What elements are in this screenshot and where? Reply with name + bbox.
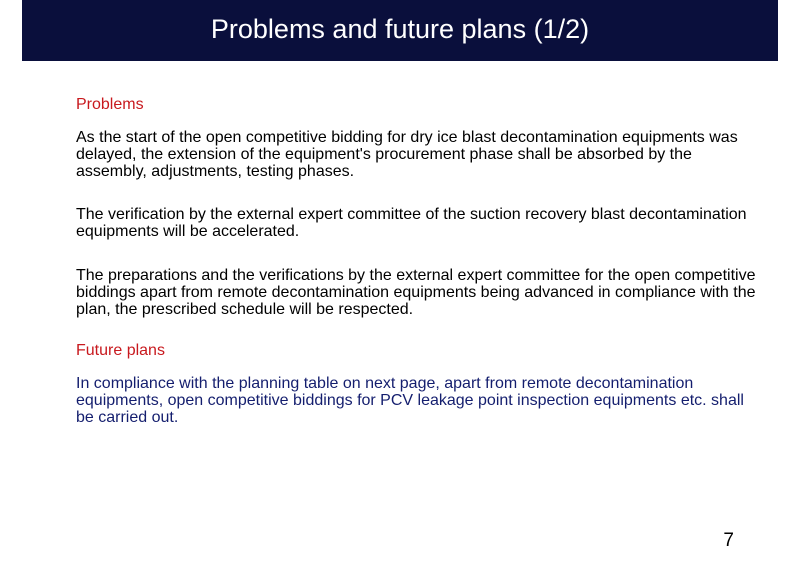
problems-paragraph-2: The verification by the external expert committee of the suction recovery blast decontamination equipments will be accelerated. (76, 206, 747, 240)
problems-heading: Problems (76, 96, 144, 113)
future-plans-heading: Future plans (76, 342, 165, 359)
problems-paragraph-3: The preparations and the verifications by the external expert committee for the open competitive biddings apart from remote decontamination equipments being advanced in compliance with the plan, the prescribed schedule will be respected. (76, 267, 756, 318)
title-bar (22, 0, 778, 61)
problems-paragraph-1: As the start of the open competitive bidding for dry ice blast decontamination equipments was delayed, the extension of the equipment's procurement phase shall be absorbed by the assembly, adjustments, testing phases. (76, 129, 738, 180)
page-title: Problems and future plans (1/2) (210, 14, 590, 44)
page-number: 7 (723, 530, 734, 551)
slide-content (76, 96, 756, 426)
future-plans-paragraph-1: In compliance with the planning table on next page, apart from remote decontamination equipments, open competitive biddings for PCV leakage point inspection equipments etc. shall be carried out. (76, 375, 744, 426)
